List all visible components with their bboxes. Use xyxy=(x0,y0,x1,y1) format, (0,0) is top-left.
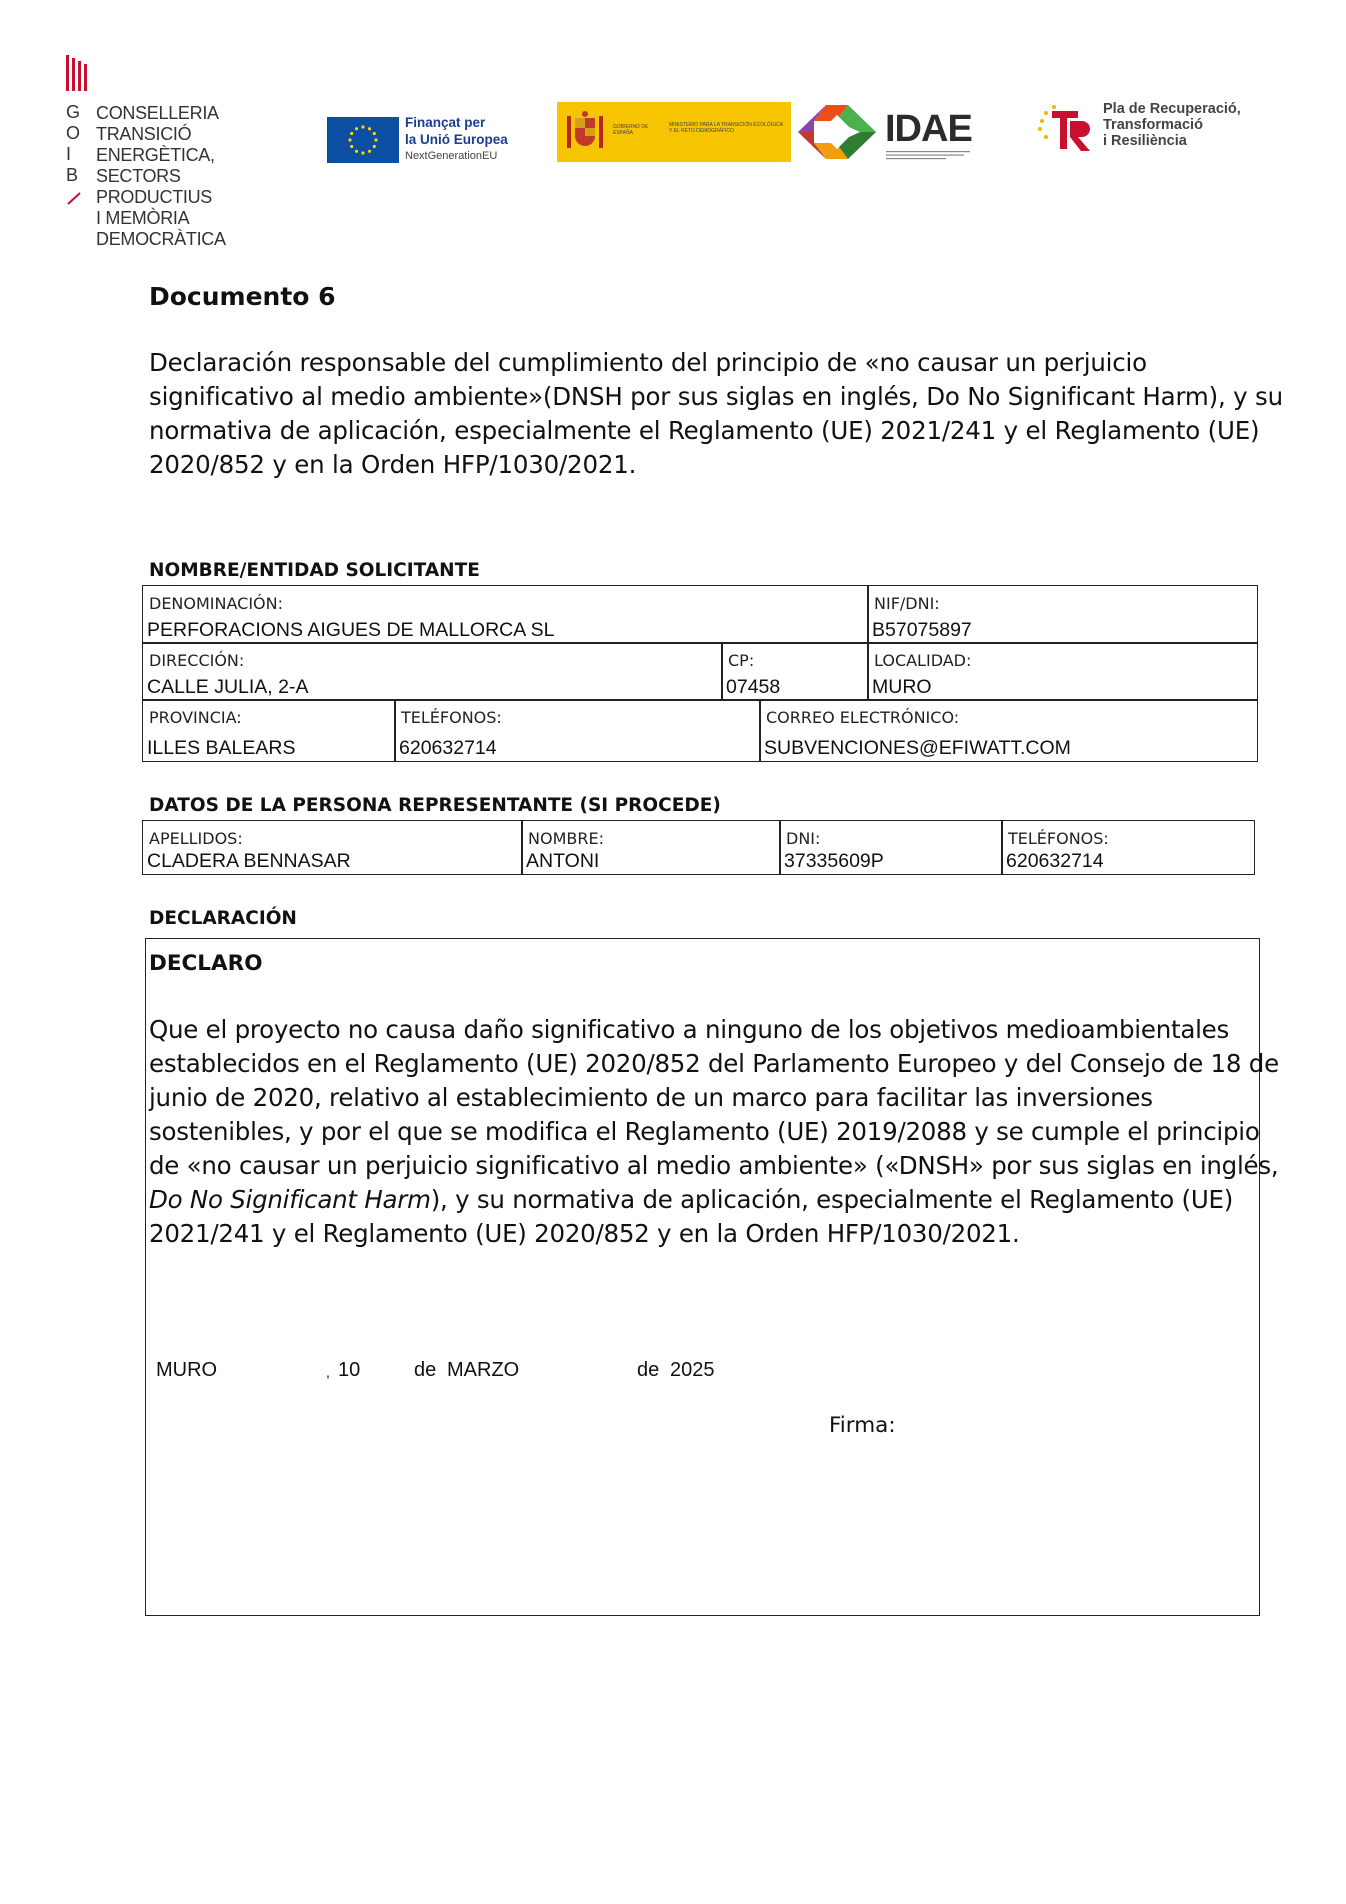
localidad-value: MURO xyxy=(872,676,932,698)
goib-letter: O xyxy=(66,123,81,143)
denominacion-value: PERFORACIONS AIGUES DE MALLORCA SL xyxy=(147,619,555,641)
prtr-logo-icon xyxy=(1036,101,1098,153)
cp-value: 07458 xyxy=(726,676,781,698)
goib-letter: B xyxy=(66,165,79,185)
rep-telefonos-cell xyxy=(1001,820,1255,875)
goib-conselleria-text xyxy=(96,103,226,250)
goib-letters xyxy=(66,102,82,186)
dni-label: DNI: xyxy=(786,829,821,848)
ministerio-text: MINISTERIO PARA LA TRANSICIÓN ECOLÓGICA Y EL RETO DEMOGRÁFICO xyxy=(669,122,783,134)
gobierno-espana-logo xyxy=(557,102,791,162)
signature-de-1: de xyxy=(414,1359,437,1381)
rep-telefonos-value: 620632714 xyxy=(1006,850,1104,872)
nif-cell xyxy=(867,585,1258,644)
representative-table xyxy=(142,820,1255,875)
intro-line: normativa de aplicación, especialmente el Reglamento (UE) 2021/241 y el Reglamento (UE) xyxy=(149,416,1260,445)
declaration-line-rest: ), y su normativa de aplicación, especialmente el Reglamento (UE) xyxy=(430,1185,1234,1214)
prtr-line: i Resiliència xyxy=(1103,133,1187,149)
correo-label: CORREO ELECTRÓNICO: xyxy=(766,708,960,727)
idae-subtitle-lines-icon xyxy=(886,150,972,160)
dni-value: 37335609P xyxy=(784,850,884,872)
nif-value: B57075897 xyxy=(872,619,972,641)
apellidos-cell xyxy=(142,820,523,875)
declaration-line: de «no causar un perjuicio significativo al medio ambiente» («DNSH» por sus siglas en inglés, xyxy=(149,1151,1279,1180)
denominacion-label: DENOMINACIÓN: xyxy=(149,594,283,613)
eu-line: NextGenerationEU xyxy=(405,150,498,162)
declaration-line: establecidos en el Reglamento (UE) 2020/852 del Parlamento Europeo y del Consejo de 18 de xyxy=(149,1049,1279,1078)
direccion-label: DIRECCIÓN: xyxy=(149,651,245,670)
intro-line: Declaración responsable del cumplimiento del principio de «no causar un perjuicio xyxy=(149,348,1147,377)
nombre-value: ANTONI xyxy=(526,850,600,872)
cp-label: CP: xyxy=(728,651,755,670)
goib-line: I MEMÒRIA DEMOCRÀTICA xyxy=(96,208,226,249)
correo-value: SUBVENCIONES@EFIWATT.COM xyxy=(764,737,1071,759)
signature-comma: , xyxy=(326,1364,330,1380)
denominacion-cell xyxy=(142,585,869,644)
declaration-line: sostenibles, y por el que se modifica el Reglamento (UE) 2019/2088 y se cumple el principio xyxy=(149,1117,1260,1146)
dni-cell xyxy=(779,820,1003,875)
representative-section-title: DATOS DE LA PERSONA REPRESENTANTE (SI PROCEDE) xyxy=(149,795,721,816)
signature-year: 2025 xyxy=(670,1359,715,1381)
telefonos-cell xyxy=(394,699,761,762)
goib-slash-icon xyxy=(66,190,84,206)
provincia-label: PROVINCIA: xyxy=(149,708,242,727)
declaro-heading: DECLARO xyxy=(149,951,263,976)
declaration-line: 2021/241 y el Reglamento (UE) 2020/852 y en la Orden HFP/1030/2021. xyxy=(149,1219,1020,1248)
signature-place: MURO xyxy=(156,1359,218,1381)
declaration-text xyxy=(149,1013,1279,1251)
prtr-line: Transformació xyxy=(1103,117,1203,133)
declaration-line: junio de 2020, relativo al establecimiento de un marco para facilitar las inversiones xyxy=(149,1083,1153,1112)
intro-line: 2020/852 y en la Orden HFP/1030/2021. xyxy=(149,450,637,479)
localidad-label: LOCALIDAD: xyxy=(874,651,972,670)
eu-funding-text xyxy=(405,114,508,164)
coat-of-arms-icon xyxy=(565,110,605,154)
nif-label: NIF/DNI: xyxy=(874,594,940,613)
declaration-section-title: DECLARACIÓN xyxy=(149,908,297,929)
document-title: Documento 6 xyxy=(149,282,336,311)
rep-telefonos-label: TELÉFONOS: xyxy=(1008,829,1109,848)
goib-line: CONSELLERIA xyxy=(96,103,219,123)
cp-cell xyxy=(721,642,869,701)
prtr-text xyxy=(1103,101,1241,149)
goib-letter: G xyxy=(66,102,81,122)
apellidos-label: APELLIDOS: xyxy=(149,829,243,848)
provincia-cell xyxy=(142,699,396,762)
goib-letter: I xyxy=(66,144,72,164)
dnsh-italic: Do No Significant Harm xyxy=(149,1185,431,1214)
eu-line: la Unió Europea xyxy=(405,132,508,147)
applicant-section-title: NOMBRE/ENTIDAD SOLICITANTE xyxy=(149,560,480,581)
eu-line: Finançat per xyxy=(405,115,486,130)
apellidos-value: CLADERA BENNASAR xyxy=(147,850,351,872)
goib-line: TRANSICIÓ ENERGÈTICA, xyxy=(96,124,215,165)
gobierno-text: GOBIERNO DE ESPAÑA xyxy=(613,124,649,136)
nombre-label: NOMBRE: xyxy=(528,829,604,848)
declaration-line: Que el proyecto no causa daño significativo a ninguno de los objetivos medioambientales xyxy=(149,1015,1229,1044)
goib-bars-icon xyxy=(64,55,90,91)
declaration-line xyxy=(149,1183,1264,1217)
localidad-cell xyxy=(867,642,1258,701)
correo-cell xyxy=(759,699,1258,762)
document-intro xyxy=(149,346,1283,482)
direccion-value: CALLE JULIA, 2-A xyxy=(147,676,309,698)
telefonos-value: 620632714 xyxy=(399,737,497,759)
idae-mark-icon xyxy=(796,101,880,163)
prtr-line: Pla de Recuperació, xyxy=(1103,101,1241,117)
signature-day: 10 xyxy=(338,1359,361,1381)
provincia-value: ILLES BALEARS xyxy=(147,737,296,759)
nombre-cell xyxy=(521,820,781,875)
telefonos-label: TELÉFONOS: xyxy=(401,708,502,727)
firma-label: Firma: xyxy=(829,1413,896,1438)
idae-name: IDAE xyxy=(885,108,972,150)
signature-month: MARZO xyxy=(447,1359,520,1381)
signature-de-2: de xyxy=(637,1359,660,1381)
intro-line: significativo al medio ambiente»(DNSH por sus siglas en inglés, Do No Significant Harm), y su xyxy=(149,382,1283,411)
goib-line: SECTORS PRODUCTIUS xyxy=(96,166,213,207)
applicant-table xyxy=(142,585,1258,762)
direccion-cell xyxy=(142,642,723,701)
eu-flag-icon xyxy=(327,117,399,163)
